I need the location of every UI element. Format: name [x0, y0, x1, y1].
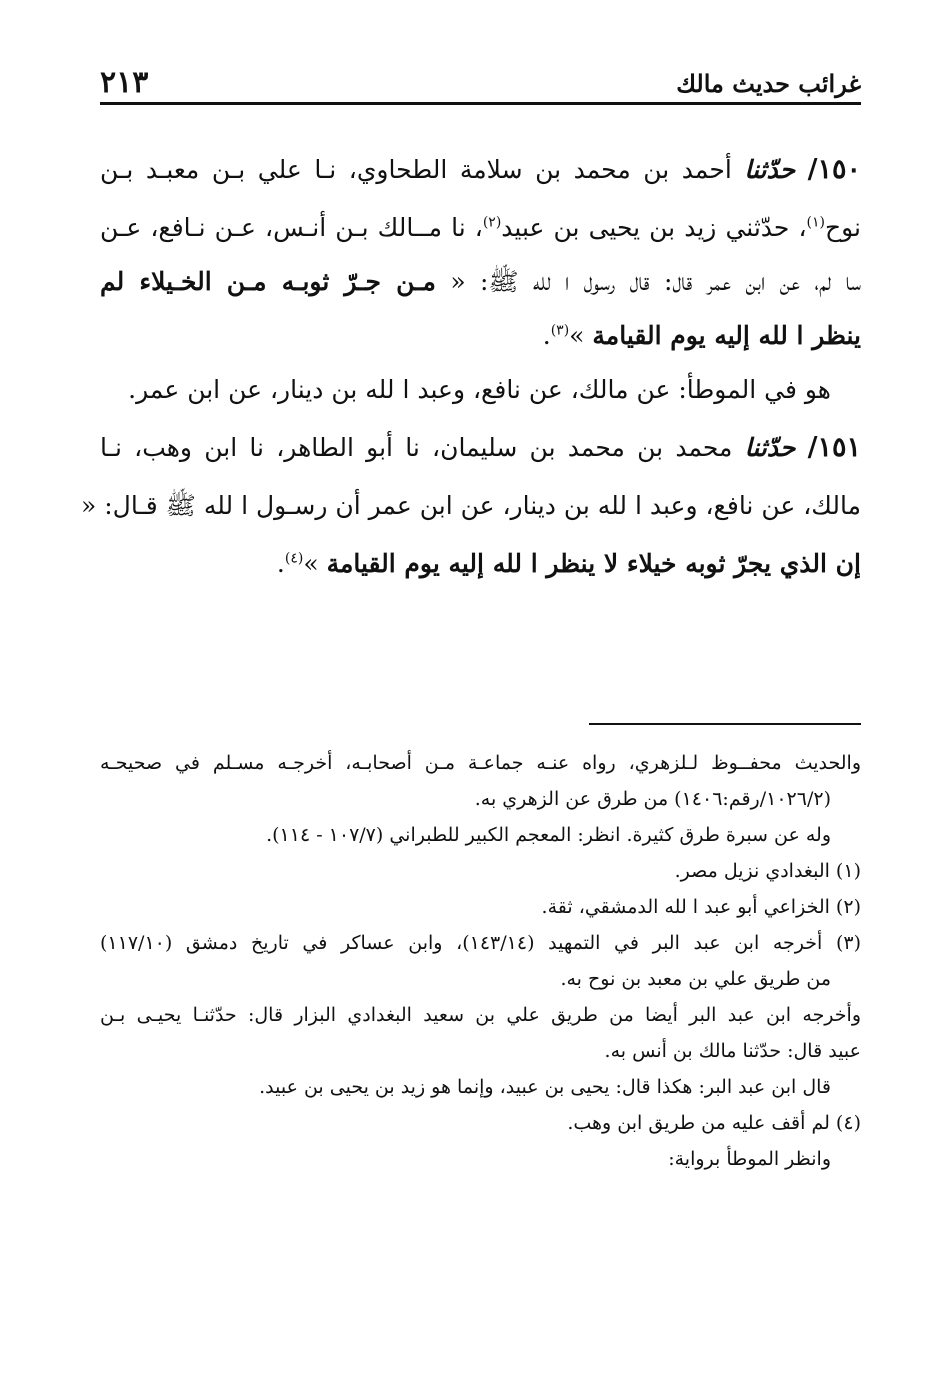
quote-mark: » [303, 549, 327, 578]
footnote-4-line-1: (٤) لم أقف عليه من طريق ابن وهب. [567, 1112, 861, 1134]
period: . [542, 321, 551, 350]
page-header [100, 58, 861, 105]
footnote-intro-1: والحديث محفــوظ لـلزهري، رواه عنـه جماعـة مـن أصحابـه، أخرجـه مسـلم في صحيحـه [100, 752, 861, 774]
hadith-150-line-4 [100, 316, 861, 356]
haddathana: حدّثنا [744, 433, 796, 462]
footnote-3-line-1: (٣) أخرجه ابن عبد البر في التمهيد (١٤٣/١٤)، وابن عساكر في تاريخ دمشق (١١٧/١٠) [100, 932, 861, 954]
hadith-150-line-3 [100, 262, 861, 302]
period: . [276, 549, 285, 578]
isnad-text: سا لم، عن ابن عمر قال: قال رسول ا لله ﷺ: « [450, 267, 861, 296]
running-title: غرائب حديث مالك [676, 69, 861, 98]
footnote-4-line-2: وانظر الموطأ برواية: [668, 1148, 831, 1170]
footnote-separator [589, 723, 861, 725]
main-text [81, 150, 862, 584]
isnad-text: ، حدّثني زيد بن يحيى بن عبيد [501, 213, 807, 242]
page-number: ٢١٣ [100, 65, 149, 100]
footnote-2: (٢) الخزاعي أبو عبد ا لله الدمشقي، ثقة. [541, 896, 861, 918]
matn-text: إن الذي يجرّ ثوبه خيلاء لا ينظر ا لله إليه يوم القيامة [326, 549, 861, 578]
quote-mark: » [569, 321, 593, 350]
footnote-intro-3: وله عن سبرة طرق كثيرة. انظر: المعجم الكبير للطبراني (١٠٧/٧ - ١١٤). [266, 824, 831, 846]
hadith-number: ١٥١/ [807, 432, 861, 463]
footnote-ref[interactable]: (٤) [284, 550, 304, 567]
footnote-3-line-2: من طريق علي بن معبد بن نوح به. [560, 968, 831, 990]
footnote-1: (١) البغدادي نزيل مصر. [674, 860, 861, 882]
footnote-ref[interactable]: (١) [806, 214, 825, 231]
hadith-151-line-3 [100, 544, 861, 584]
footnote-3-line-4: عبيد قال: حدّثنا مالك بن أنس به. [604, 1040, 861, 1062]
footnotes [100, 745, 861, 1177]
matn-text: ينظر ا لله إليه يوم القيامة [592, 321, 861, 350]
muwatta-note: هو في الموطأ: عن مالك، عن نافع، وعبد ا لله بن دينار، عن ابن عمر. [128, 375, 831, 404]
hadith-151-line-1 [100, 428, 861, 468]
footnote-3-line-5: قال ابن عبد البر: هكذا قال: يحيى بن عبيد، وإنما هو زيد بن يحيى بن عبيد. [259, 1076, 831, 1098]
footnote-3-line-3: وأخرجه ابن عبد البر أيضا من طريق علي بن سعيد البغدادي البزار قال: حدّثنـا يحيـى بـن [100, 1004, 861, 1026]
hadith-number: ١٥٠/ [807, 154, 862, 185]
isnad-text: ، نا مــالك بـن أنـس، عـن نـافع، عـن [100, 213, 483, 242]
hadith-150-line-2 [100, 208, 861, 248]
hadith-150-line-1 [100, 150, 861, 190]
isnad-text: نوح [824, 213, 861, 242]
haddathana: حدّثنا [744, 155, 796, 184]
footnote-ref[interactable]: (٣) [550, 322, 570, 339]
isnad-text: محمد بن محمد بن سليمان، نا أبو الطاهر، نا ابن وهب، نـا [100, 433, 733, 462]
footnote-intro-2: (١٠٢٦/٢/رقم:١٤٠٦) من طرق عن الزهري به. [474, 788, 831, 810]
hadith-151-line-2: مالك، عن نافع، وعبد ا لله بن دينار، عن ابن عمر أن رسـول ا لله ﷺ قـال: « [81, 491, 861, 520]
isnad-text: أحمد بن محمد بن سلامة الطحاوي، نـا علي بـن معبـد بـن [100, 155, 732, 184]
footnote-ref[interactable]: (٢) [482, 214, 502, 231]
matn-text: مـن جـرّ ثوبـه مـن الخـيلاء لم [100, 267, 436, 296]
